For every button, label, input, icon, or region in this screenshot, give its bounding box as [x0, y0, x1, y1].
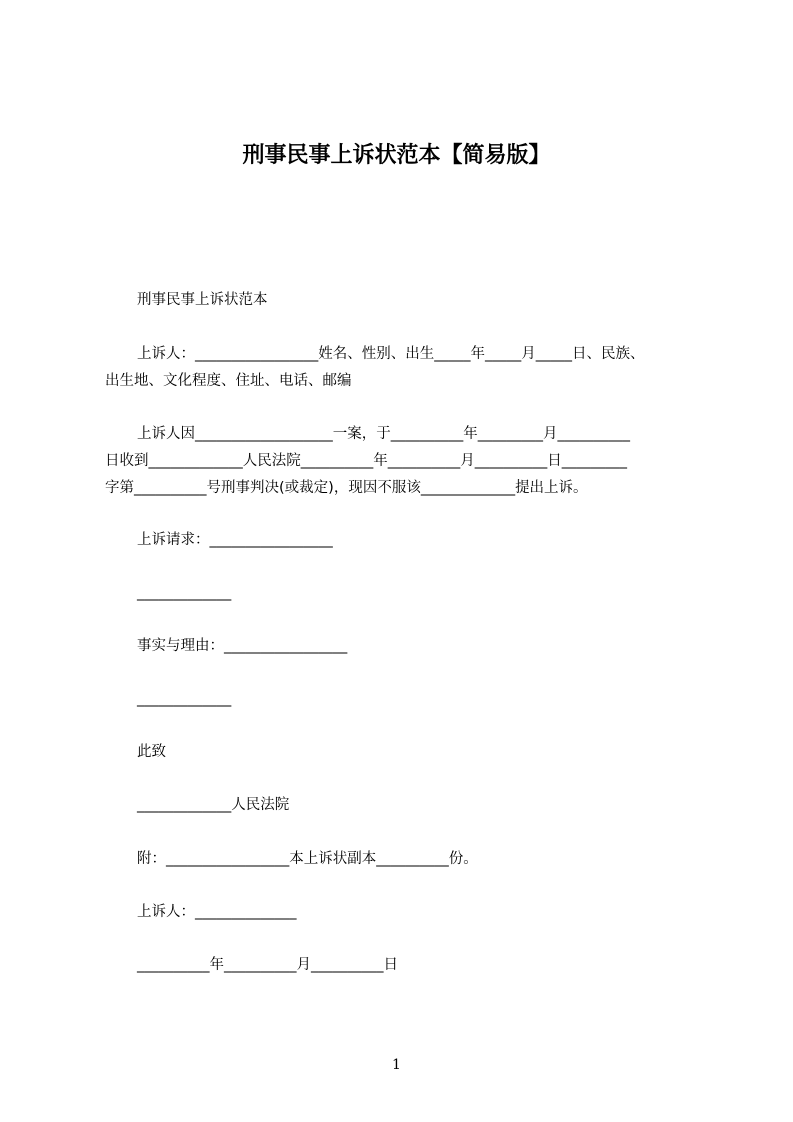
appeal-cause-line-1: 上诉人因___________________一案，于__________年_________月__________: [137, 426, 630, 442]
appellant-signature-line: 上诉人：______________: [137, 904, 297, 920]
facts-reasons-line: 事实与理由：_________________: [137, 638, 348, 654]
court-line: _____________人民法院: [137, 797, 290, 813]
appeal-cause-line-2: 日收到_____________人民法院__________年__________月__________日_________: [105, 453, 627, 469]
respectfully-line: 此致: [137, 744, 166, 760]
attachment-line: 附：_________________本上诉状副本__________份。: [137, 851, 478, 867]
appellant-info-line-2: 出生地、文化程度、住址、电话、邮编: [105, 373, 352, 389]
appeal-request-blank: _____________: [137, 585, 232, 601]
document-subtitle: 刑事民事上诉状范本: [137, 292, 268, 308]
appeal-cause-line-3: 字第__________号刑事判决(或裁定)，现因不服该_____________提出上诉。: [105, 480, 588, 496]
appeal-request-line: 上诉请求：_________________: [137, 532, 333, 548]
facts-reasons-blank: _____________: [137, 691, 232, 707]
date-line: __________年__________月__________日: [137, 957, 398, 973]
page-number: 1: [392, 1057, 401, 1073]
document-title: 刑事民事上诉状范本【简易版】: [242, 143, 551, 168]
appellant-info-line-1: 上诉人：_________________姓名、性别、出生_____年_____月_____日、民族、: [137, 346, 645, 362]
